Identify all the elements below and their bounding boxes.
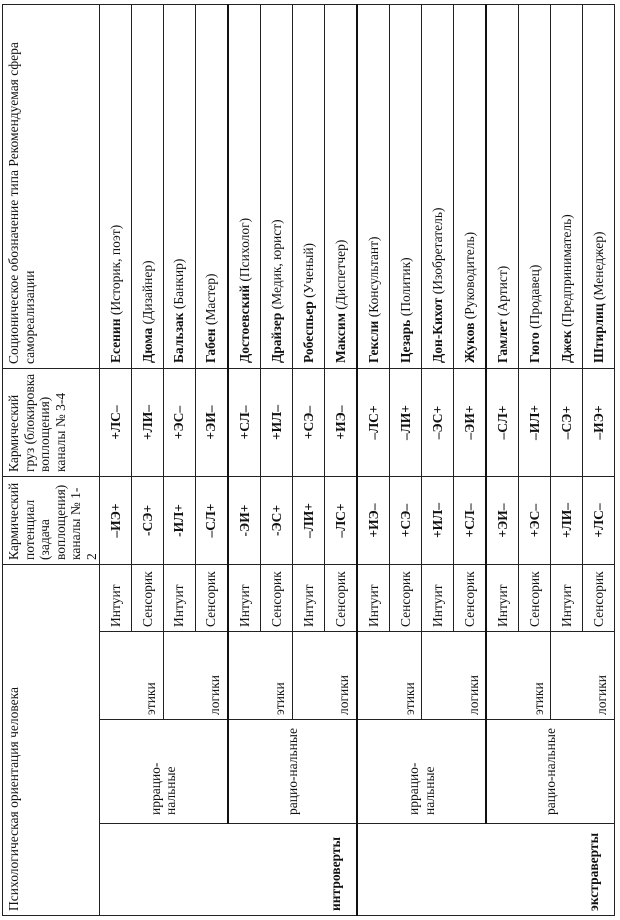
type-name: Драйзер <box>268 312 284 363</box>
perception-cell: Сенсорик <box>583 565 615 632</box>
sociotype-cell <box>551 5 583 369</box>
perception-cell: Интуит <box>551 565 583 632</box>
perception-cell: Сенсорик <box>195 565 228 632</box>
perception-cell: Сенсорик <box>131 565 163 632</box>
extraversion-cell: интроверты <box>100 824 357 916</box>
karmic-code: –СЛ+ <box>486 369 519 477</box>
karmic-code: –ЭС+ <box>422 369 454 477</box>
sociotype-cell <box>261 5 293 369</box>
extraversion-cell: экстраверты <box>357 824 615 916</box>
karmic-code: +ИЭ– <box>324 369 357 477</box>
sociotype-cell <box>519 5 551 369</box>
potential-code: +ЭИ– <box>486 477 519 565</box>
sociotype-cell <box>324 5 357 369</box>
karmic-code: +ЛС– <box>100 369 132 477</box>
type-name: Есенин <box>107 318 123 363</box>
potential-code: +ИЛ– <box>422 477 454 565</box>
sociotype-cell <box>292 5 324 369</box>
type-role: (Психолог) <box>236 217 252 282</box>
type-name: Робеспьер <box>300 301 316 363</box>
type-name: Гюго <box>527 332 543 363</box>
ethics-logic-cell: логики <box>163 632 228 720</box>
type-role: (Историк, поэт) <box>107 224 123 316</box>
potential-code: -ЭИ+ <box>228 477 261 565</box>
header-potential: Кармический потенциал (задача воплощения) каналы № 1-2 <box>3 477 100 565</box>
type-name: Максим <box>332 313 348 363</box>
ethics-logic-cell: этики <box>357 632 422 720</box>
type-name: Штирлиц <box>590 303 606 363</box>
type-role: (Менеджер) <box>590 231 606 301</box>
rationality-cell: рацио-нальные <box>228 720 357 824</box>
rationality-cell: иррацио-нальные <box>100 720 228 824</box>
sociotype-cell <box>131 5 163 369</box>
sociotype-cell <box>422 5 454 369</box>
karmic-code: –ЛС+ <box>357 369 390 477</box>
type-name: Дон-Кихот <box>429 297 445 363</box>
type-role: (Медик, юрист) <box>268 219 284 310</box>
perception-cell: Сенсорик <box>519 565 551 632</box>
perception-cell: Интуит <box>228 565 261 632</box>
type-role: (Продавец) <box>527 264 543 329</box>
karmic-code: +СЛ– <box>228 369 261 477</box>
ethics-logic-cell: логики <box>551 632 615 720</box>
ethics-logic-cell: этики <box>486 632 551 720</box>
perception-cell: Интуит <box>486 565 519 632</box>
type-role: (Дизайнер) <box>139 260 155 325</box>
sociotype-cell <box>357 5 390 369</box>
potential-code: +ЛИ– <box>551 477 583 565</box>
potential-code: –СЛ+ <box>195 477 228 565</box>
ethics-logic-cell: логики <box>292 632 357 720</box>
potential-code: +ЛС– <box>583 477 615 565</box>
sociotype-cell <box>390 5 422 369</box>
type-role: (Артист) <box>495 265 511 317</box>
perception-cell: Интуит <box>422 565 454 632</box>
type-role: (Ученый) <box>300 242 316 298</box>
table-row <box>3 5 100 916</box>
rationality-cell: иррацио-нальные <box>357 720 486 824</box>
type-name: Достоевский <box>236 284 252 363</box>
sociotype-cell <box>583 5 615 369</box>
perception-cell: Интуит <box>357 565 390 632</box>
type-name: Цезарь <box>397 319 413 363</box>
ethics-logic-cell: этики <box>100 632 164 720</box>
type-role: (Изобретатель) <box>429 207 445 295</box>
karmic-code: –ИЛ+ <box>519 369 551 477</box>
type-name: Гексли <box>365 320 381 363</box>
table-row <box>486 5 519 916</box>
type-role: (Банкир) <box>171 258 187 310</box>
type-name: Гамлет <box>495 319 511 363</box>
karmic-code: +ЛИ– <box>131 369 163 477</box>
sociotype-cell <box>228 5 261 369</box>
type-role: (Политик) <box>397 257 413 317</box>
perception-cell: Сенсорик <box>453 565 486 632</box>
sociotype-cell <box>453 5 486 369</box>
type-name: Джек <box>558 330 574 363</box>
type-role: (Мастер) <box>203 273 219 326</box>
table-row <box>228 5 261 916</box>
potential-code: –ИЭ+ <box>100 477 132 565</box>
potential-code: -ИЛ+ <box>163 477 195 565</box>
potential-code: +СЛ– <box>453 477 486 565</box>
type-role: (Диспетчер) <box>332 239 348 310</box>
potential-code: +СЭ– <box>390 477 422 565</box>
perception-cell: Интуит <box>292 565 324 632</box>
ethics-logic-cell: логики <box>422 632 487 720</box>
socionics-table <box>2 4 615 916</box>
header-orientation: Психологическая ориентация человека <box>3 565 100 916</box>
potential-code: +ИЭ– <box>357 477 390 565</box>
header-karmic-load: Кармический груз (блокировка воплощения) каналы № 3-4 <box>3 369 100 477</box>
karmic-code: +ЭИ– <box>195 369 228 477</box>
potential-code: -ЭС+ <box>261 477 293 565</box>
ethics-logic-cell: этики <box>228 632 293 720</box>
karmic-code: –ЛИ+ <box>390 369 422 477</box>
potential-code: -СЭ+ <box>131 477 163 565</box>
karmic-code: –ЭИ+ <box>453 369 486 477</box>
sociotype-cell <box>163 5 195 369</box>
type-role: (Предприниматель) <box>558 214 574 327</box>
karmic-code: +ИЛ– <box>261 369 293 477</box>
potential-code: –ЛС+ <box>324 477 357 565</box>
potential-code: –ЛИ+ <box>292 477 324 565</box>
type-role: (Руководитель) <box>461 231 477 320</box>
sociotype-cell <box>195 5 228 369</box>
karmic-code: +СЭ– <box>292 369 324 477</box>
type-name: Жуков <box>461 322 477 363</box>
type-role: (Консультант) <box>365 236 381 318</box>
karmic-code: –СЭ+ <box>551 369 583 477</box>
sociotype-cell <box>486 5 519 369</box>
perception-cell: Сенсорик <box>261 565 293 632</box>
perception-cell: Интуит <box>163 565 195 632</box>
potential-code: +ЭС– <box>519 477 551 565</box>
karmic-code: +ЭС– <box>163 369 195 477</box>
table-row <box>357 5 390 916</box>
perception-cell: Сенсорик <box>324 565 357 632</box>
perception-cell: Интуит <box>100 565 132 632</box>
table-row <box>100 5 132 916</box>
karmic-code: –ИЭ+ <box>583 369 615 477</box>
type-name: Габен <box>203 328 219 363</box>
rationality-cell: рацио-нальные <box>486 720 614 824</box>
type-name: Бальзак <box>171 312 187 363</box>
header-sociotype: Соционическое обозначение типа Рекомендуемая сфера самореализации <box>3 5 100 369</box>
perception-cell: Сенсорик <box>390 565 422 632</box>
sociotype-cell <box>100 5 132 369</box>
type-name: Дюма <box>139 327 155 363</box>
